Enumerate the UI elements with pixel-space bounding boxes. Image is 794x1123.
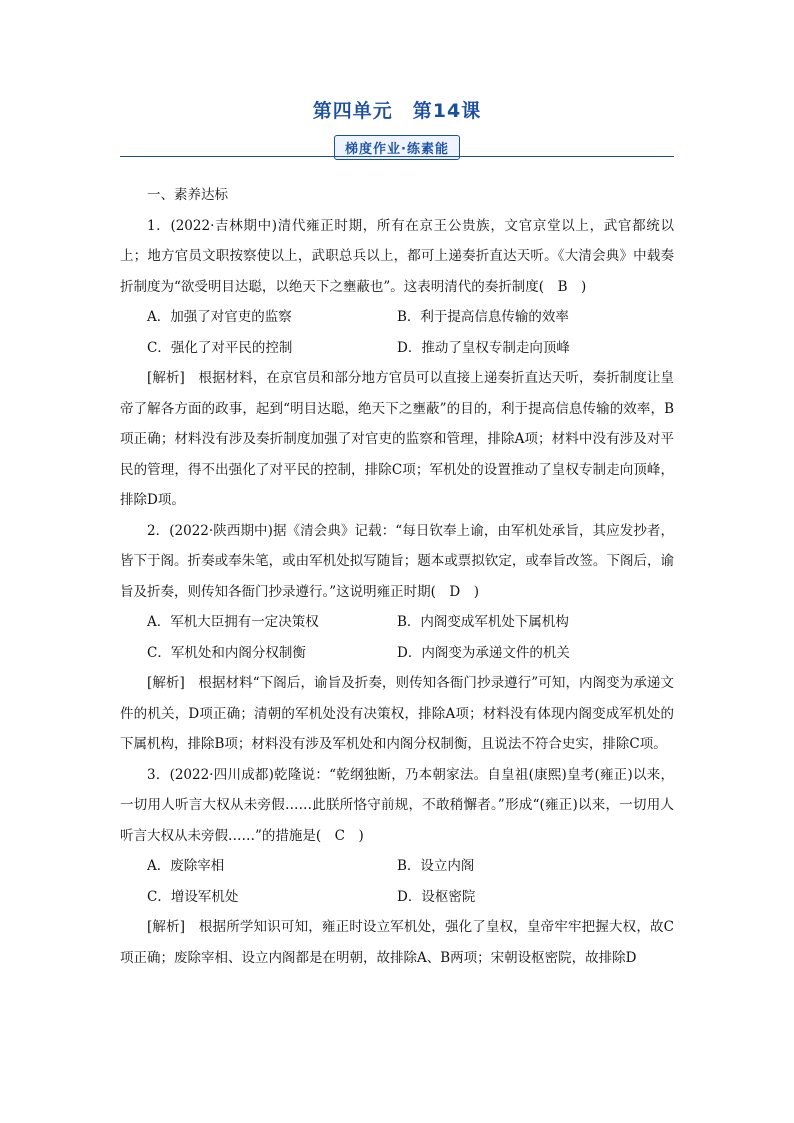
question-1-options-row-2 — [120, 333, 674, 364]
header-rule — [120, 156, 674, 157]
question-3-stem: 3．(2022·四川成都)乾隆说：“乾纲独断，乃本朝家法。自皇祖(康熙)皇考(雍正)以来，一切用人听言大权从未旁假……此朕所恪守前规，不敢稍懈者。”形成“(雍正)以来，一切用人听言大权从未旁假……”的措施是( C ) — [120, 766, 674, 844]
question-2-options-row-2 — [120, 638, 674, 669]
question-2-option-c: C．军机处和内阁分权制衡 — [147, 644, 306, 661]
section-banner: 梯度作业·练素能 — [334, 135, 460, 160]
question-3-options-row-1 — [120, 851, 674, 882]
question-2-option-d: D．内阁变为承递文件的机关 — [397, 644, 570, 661]
question-2-option-a: A．军机大臣拥有一定决策权 — [147, 614, 319, 630]
page-title: 第四单元 第14课 — [312, 100, 482, 122]
question-1-stem: 1．(2022·吉林期中)清代雍正时期，所有在京王公贵族，文官京堂以上，武官都统以上；地方官员文职按察使以上，武职总兵以上，都可上递奏折直达天听。《大清会典》中载奏折制度为“欲受明目达聪，以绝天下之壅蔽也”。这表明清代的奏折制度( B ) — [120, 217, 674, 295]
question-2-analysis: [解析] 根据材料“下阁后，谕旨及折奏，则传知各衙门抄录遵行”可知，内阁变为承递文件的机关，D项正确；清朝的军机处没有决策权，排除A项；材料没有体现内阁变成军机处的下属机构，排除B项；材料没有涉及军机处和内阁分权制衡，且说法不符合史实，排除C项。 — [120, 675, 674, 752]
question-1-option-c: C．强化了对平民的控制 — [147, 339, 293, 356]
question-3-option-d: D．设枢密院 — [397, 888, 476, 905]
question-1-option-a: A．加强了对官吏的监察 — [147, 309, 292, 325]
question-2-stem: 2．(2022·陕西期中)据《清会典》记载：“每日钦奉上谕，由军机处承旨，其应发抄者，皆下于阁。折奏或奉朱笔，或由军机处拟写随旨；题本或票拟钦定，或奉旨改签。下阁后，谕旨及折奏，则传知各衙门抄录遵行。”这说明雍正时期( D ) — [120, 522, 674, 600]
question-3-options-row-2 — [120, 882, 674, 913]
question-1-analysis: [解析] 根据材料，在京官员和部分地方官员可以直接上递奏折直达天听，奏折制度让皇帝了解各方面的政事，起到“明目达聪，绝天下之壅蔽”的目的，利于提高信息传输的效率，B项正确；材料没有涉及奏折制度加强了对官吏的监察和管理，排除A项；材料中没有涉及对平民的管理，得不出强化了对平民的控制，排除C项；军机处的设置推动了皇权专制走向顶峰，排除D项。 — [120, 370, 674, 508]
question-1-option-b: B．利于提高信息传输的效率 — [397, 309, 569, 325]
question-1-option-d: D．推动了皇权专制走向顶峰 — [397, 339, 570, 356]
question-3-option-c: C．增设军机处 — [147, 888, 239, 905]
question-3-analysis: [解析] 根据所学知识可知，雍正时设立军机处，强化了皇权，皇帝牢牢把握大权，故C项正确；废除宰相、设立内阁都是在明朝，故排除A、B两项；宋朝设枢密院，故排除D — [120, 919, 674, 966]
question-3-option-b: B．设立内阁 — [397, 858, 475, 874]
question-2-options-row-1 — [120, 607, 674, 638]
question-2-option-b: B．内阁变成军机处下属机构 — [397, 614, 569, 630]
section-heading: 一、素养达标 — [147, 187, 228, 203]
question-3-option-a: A．废除宰相 — [147, 858, 225, 874]
question-body — [120, 180, 674, 973]
question-1-options-row-1 — [120, 302, 674, 333]
